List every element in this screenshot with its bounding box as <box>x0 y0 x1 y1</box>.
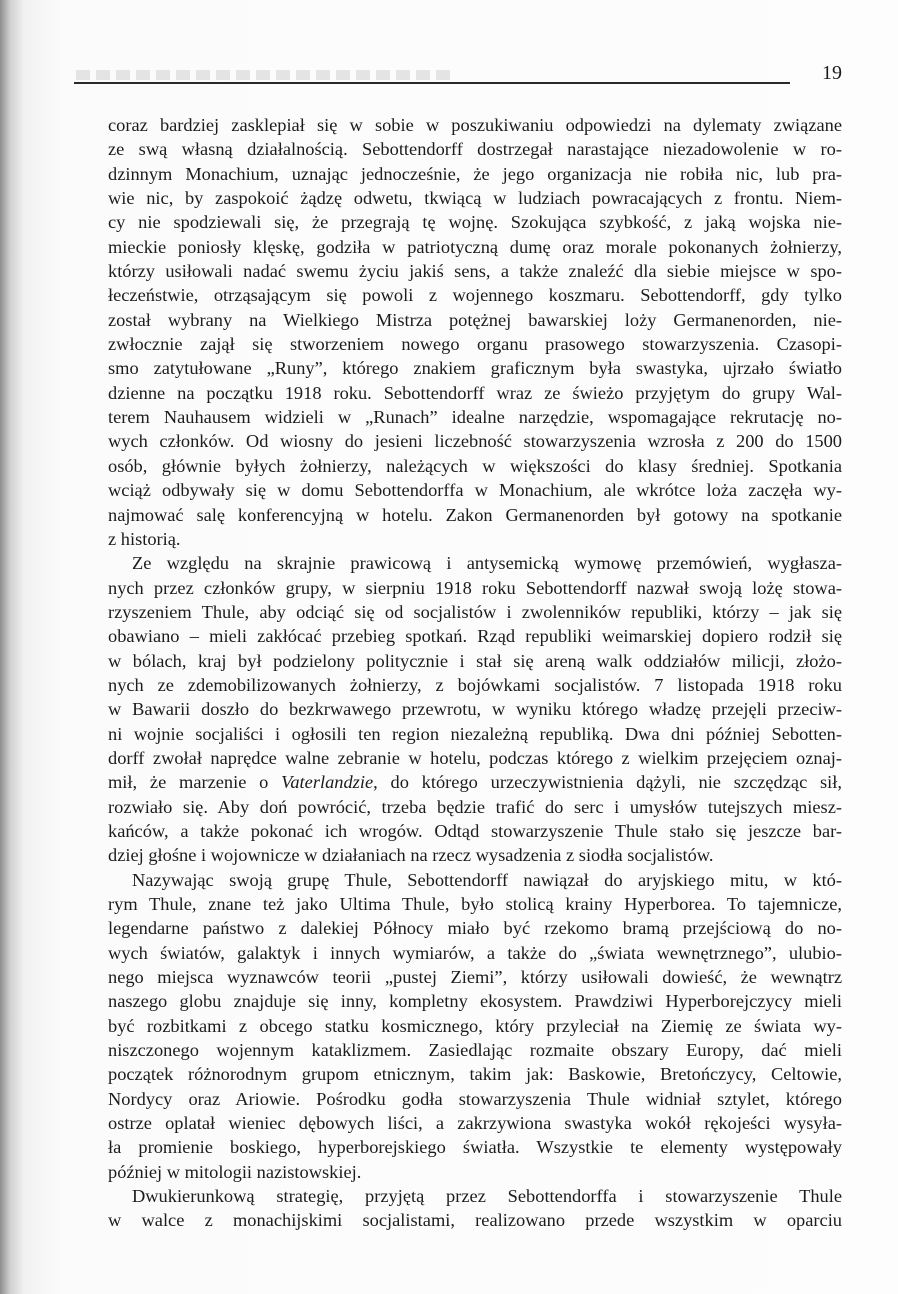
italic-term: Vaterlandzie <box>281 772 374 793</box>
text-line: w bólach, kraj był podzielony politycznie i stał się areną walk oddziałów milicji, złożo- <box>108 650 842 671</box>
text-line: obawiano – mieli zakłócać przebieg spotkań. Rząd republiki weimarskiej dopiero rodził się <box>108 626 842 647</box>
text-line: nych ze zdemobilizowanych żołnierzy, z bojówkami socjalistów. 7 listopada 1918 roku <box>108 674 842 695</box>
text-line: najmować salę konferencyjną w hotelu. Zakon Germanenorden był gotowy na spotkanie <box>108 504 842 525</box>
text-line: cy nie spodziewali się, że przegrają tę wojnę. Szokująca szybkość, z jaką wojska nie- <box>108 212 842 233</box>
text-line <box>108 770 842 794</box>
paragraph <box>108 113 842 551</box>
text-line: wie nic, by zaspokoić żądzę odwetu, tkwiącą w ludziach powracających z frontu. Niem- <box>108 188 842 209</box>
text-line: zwłocznie zajął się stworzeniem nowego organu prasowego stowarzyszenia. Czasopi- <box>108 334 842 355</box>
text-line: niszczonego wojennym kataklizmem. Zasiedlając rozmaite obszary Europy, dać mieli <box>108 1040 842 1061</box>
text-line: w Bawarii doszło do bezkrwawego przewrotu, w wyniku którego władzę przejęli przeciw- <box>108 699 842 720</box>
text-line: mieckie poniosły klęskę, godziła w patriotyczną dumę oraz morale pokonanych żołnierzy, <box>108 236 842 257</box>
text-line: dzienne na początku 1918 roku. Sebottendorff wraz ze świeżo przyjętym do grupy Wal- <box>108 382 842 403</box>
text-line: z historią. <box>108 528 181 549</box>
text-line: być rozbitkami z obcego statku kosmicznego, który przyleciał na Ziemię ze świata wy- <box>108 1015 842 1036</box>
text-line: dziej głośne i wojownicze w działaniach na rzecz wysadzenia z siodła socjalistów. <box>108 845 714 866</box>
text-line: dzinnym Monachium, uznając jednocześnie, że jego organizacja nie robiła nic, lub pra- <box>108 163 842 184</box>
text-line: ze swą własną działalnością. Sebottendorff dostrzegał narastające niezadowolenie w ro- <box>108 139 842 160</box>
page-number: 19 <box>822 62 842 84</box>
text-line: rym Thule, znane też jako Ultima Thule, było stolicą krainy Hyperborea. To tajemnicze, <box>108 894 842 914</box>
text-line: Nordycy oraz Ariowie. Pośrodku godła stowarzyszenia Thule widniał sztylet, którego <box>108 1088 842 1109</box>
text-line: którzy usiłowali nadać swemu życiu jakiś sens, a także znaleźć dla siebie miejsce w spo- <box>108 261 842 282</box>
paragraph <box>108 1184 842 1233</box>
text-line: dorff zwołał naprędce walne zebranie w hotelu, podczas którego z wielkim przejęciem oznaj- <box>108 747 842 768</box>
text-line: legendarne państwo z dalekiej Północy miało być rzekomo bramą przejściową do no- <box>108 918 842 939</box>
text-segment: , do którego urzeczywistnienia dążyli, nie szczędząc sił, <box>373 772 842 793</box>
running-head <box>76 70 456 80</box>
header-rule <box>74 82 790 84</box>
text-line: został wybrany na Wielkiego Mistrza potężnej bawarskiej loży Germanenorden, nie- <box>108 309 842 330</box>
text-line: łeczeństwie, otrząsającym się powoli z wojennego koszmaru. Sebottendorff, gdy tylko <box>108 285 842 306</box>
text-line: smo zatytułowane „Runy”, którego znakiem graficznym była swastyka, ujrzało światło <box>108 358 842 379</box>
text-segment: mił, że marzenie o <box>108 772 282 793</box>
text-line: ni wojnie socjaliści i ogłosili ten region niezależną republiką. Dwa dni później Sebotten- <box>108 723 842 744</box>
text-line: nego miejsca wyznawców teorii „pustej Ziemi”, którzy usiłowali dowieść, że wewnątrz <box>108 967 842 988</box>
text-line: osób, głównie byłych żołnierzy, należących w większości do klasy średniej. Spotkania <box>108 455 842 476</box>
body-text <box>108 113 842 1233</box>
text-line: wych światów, galaktyk i innych wymiarów, a także do „świata wewnętrznego”, ulubio- <box>108 942 842 963</box>
text-line: Ze względu na skrajnie prawicową i antysemicką wymowę przemówień, wygłasza- <box>132 553 842 574</box>
text-line: ła promienie boskiego, hyperborejskiego światła. Wszystkie te elementy występowały <box>108 1137 842 1158</box>
text-line: wych członków. Od wiosny do jesieni liczebność stowarzyszenia wzrosła z 200 do 1500 <box>108 431 842 452</box>
text-line: później w mitologii nazistowskiej. <box>108 1161 362 1182</box>
paragraph <box>108 868 842 1184</box>
text-line: rzyszeniem Thule, aby odciąć się od socjalistów i zwolenników republiki, którzy – jak się <box>108 601 842 622</box>
text-line: początek różnorodnym grupom etnicznym, takim jak: Baskowie, Bretończycy, Celtowie, <box>108 1064 842 1085</box>
text-line: coraz bardziej zasklepiał się w sobie w poszukiwaniu odpowiedzi na dylematy związane <box>108 115 842 135</box>
text-line: nych przez członków grupy, w sierpniu 1918 roku Sebottendorff nazwał swoją lożę stowa- <box>108 577 842 598</box>
text-line: terem Nauhausem widzieli w „Runach” idealne narzędzie, wspomagające rekrutację no- <box>108 407 842 428</box>
paragraph <box>108 551 842 867</box>
text-line: Nazywając swoją grupę Thule, Sebottendorff nawiązał do aryjskiego mitu, w któ- <box>132 869 842 890</box>
text-line: kańców, a także pokonać ich wrogów. Odtąd stowarzyszenie Thule stało się jeszcze bar- <box>108 820 842 841</box>
text-line: Dwukierunkową strategię, przyjętą przez Sebottendorffa i stowarzyszenie Thule <box>132 1186 842 1207</box>
text-line: naszego globu znajduje się inny, kompletny ekosystem. Prawdziwi Hyperborejczycy mieli <box>108 991 842 1012</box>
text-line: wciąż odbywały się w domu Sebottendorffa w Monachium, ale wkrótce loża zaczęła wy- <box>108 480 842 501</box>
text-line: w walce z monachijskimi socjalistami, realizowano przede wszystkim w oparciu <box>108 1210 842 1231</box>
text-line: ostrze oplatał wieniec dębowych liści, a zakrzywiona swastyka wokół rękojeści wysyła- <box>108 1113 842 1134</box>
text-line: rozwiało się. Aby doń powrócić, trzeba będzie trafić do serc i umysłów tutejszych miesz- <box>108 796 842 817</box>
